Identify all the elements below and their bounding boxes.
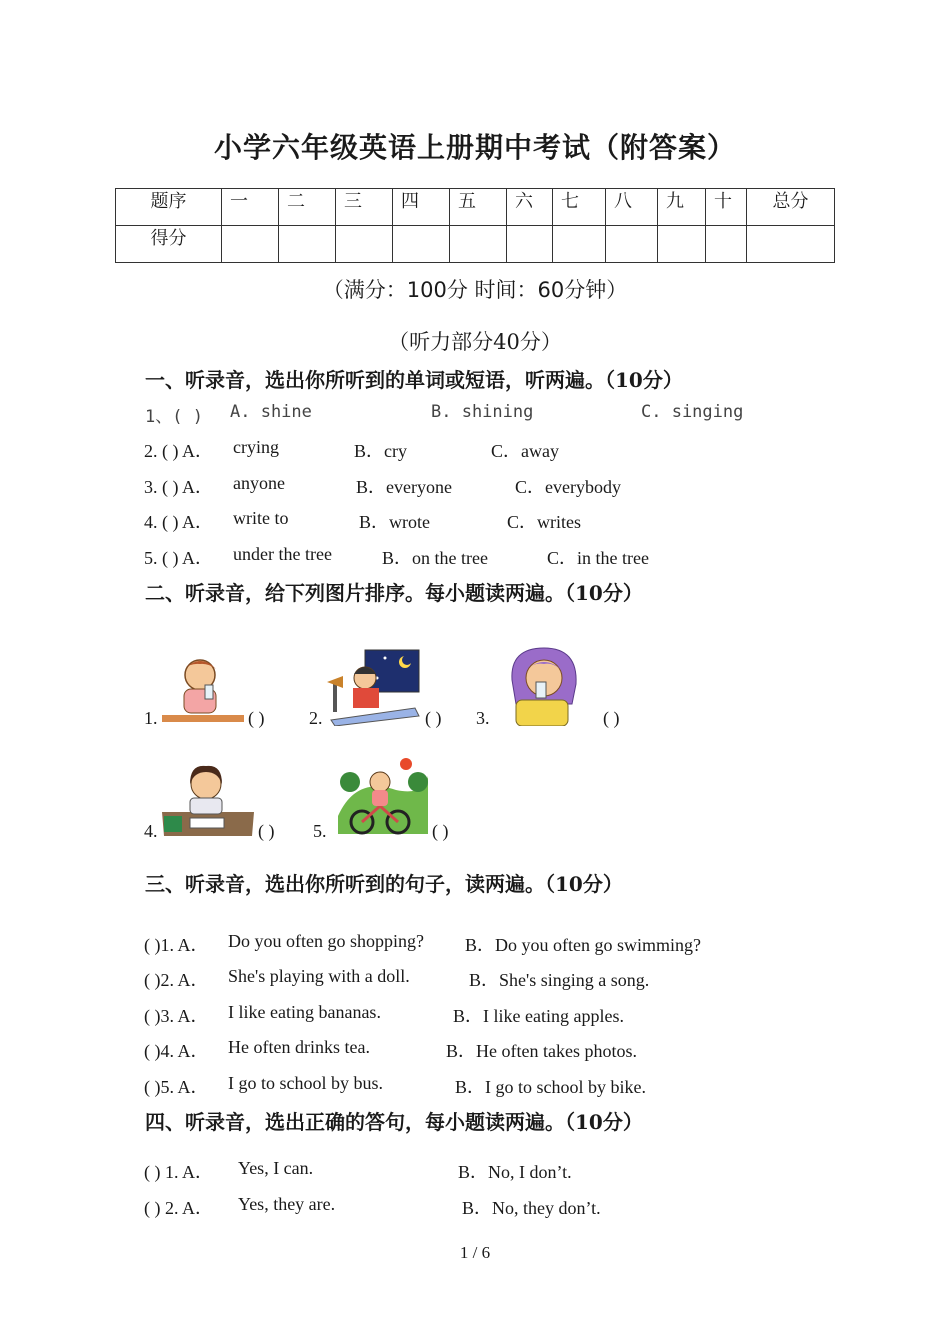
score-cell-6[interactable] — [507, 226, 553, 263]
s2-bracket-1[interactable]: ( ) — [248, 708, 265, 728]
s1-q3-option-a: anyone — [233, 473, 285, 493]
picture-child-riding-bike-icon — [336, 756, 432, 836]
header-cell-order: 题序 — [116, 189, 222, 226]
s3-q4-prefix: ( )4. A． — [144, 1041, 209, 1061]
header-cell-5: 五 — [450, 189, 507, 226]
s3-q5-option-a: I go to school by bus. — [228, 1073, 383, 1093]
s1-q2-option-a: crying — [233, 437, 279, 457]
score-cell-10[interactable] — [706, 226, 747, 263]
score-time-subtitle: （满分：100分 时间：60分钟） — [322, 278, 628, 302]
header-cell-10: 十 — [706, 189, 747, 226]
s1-q3-prefix: 3. ( ) A． — [144, 477, 213, 497]
s2-label-4: 4. — [144, 821, 158, 841]
s2-label-1: 1. — [144, 708, 158, 728]
s1-q2-prefix: 2. ( ) A． — [144, 441, 213, 461]
score-row-label: 得分 — [116, 226, 222, 263]
s4-q1-option-b: B．No, I don’t. — [458, 1162, 572, 1182]
s1-q4-option-a: write to — [233, 508, 289, 528]
s1-q2-option-b: B．cry — [354, 441, 407, 461]
section4-title: 四、听录音，选出正确的答句，每小题读两遍。（10分） — [145, 1110, 643, 1134]
s3-q1-prefix: ( )1. A． — [144, 935, 209, 955]
score-cell-8[interactable] — [606, 226, 658, 263]
listening-part-label: （听力部分40分） — [388, 330, 562, 354]
document-title: 小学六年级英语上册期中考试（附答案） — [213, 131, 736, 164]
s3-q2-prefix: ( )2. A． — [144, 970, 209, 990]
s4-q2-option-a: Yes, they are. — [238, 1194, 336, 1214]
s3-q1-option-b: B．Do you often go swimming? — [465, 935, 701, 955]
picture-woman-writing-icon — [160, 762, 256, 838]
header-cell-3: 三 — [336, 189, 393, 226]
s3-q3-prefix: ( )3. A． — [144, 1006, 209, 1026]
picture-girl-purple-hair-icon — [502, 644, 584, 726]
s1-q3-option-b: B．everyone — [356, 477, 452, 497]
s4-q1-option-a: Yes, I can. — [238, 1158, 314, 1178]
header-cell-7: 七 — [553, 189, 606, 226]
s1-q2-option-c: C．away — [491, 441, 559, 461]
s3-q3-option-a: I like eating bananas. — [228, 1002, 381, 1022]
s1-q1-option-b: B. shining — [431, 402, 534, 422]
header-cell-8: 八 — [606, 189, 658, 226]
s1-q5-option-b: B．on the tree — [382, 548, 488, 568]
section2-title: 二、听录音，给下列图片排序。每小题读两遍。（10分） — [145, 581, 643, 605]
s1-q4-option-c: C．writes — [507, 512, 581, 532]
s4-q2-prefix: ( ) 2. A． — [144, 1198, 213, 1218]
s1-q5-prefix: 5. ( ) A． — [144, 548, 213, 568]
score-table — [115, 188, 835, 263]
picture-girl-drinking-icon — [160, 655, 246, 725]
picture-boy-reading-night-icon — [325, 648, 421, 726]
s3-q1-option-a: Do you often go shopping? — [228, 931, 424, 951]
section1-title: 一、听录音，选出你所听到的单词或短语，听两遍。（10分） — [145, 368, 683, 392]
score-cell-2[interactable] — [279, 226, 336, 263]
score-cell-7[interactable] — [553, 226, 606, 263]
s1-q1-prefix: 1、( ) — [145, 407, 203, 427]
s3-q2-option-b: B．She's singing a song. — [469, 970, 650, 990]
s1-q1-option-c: C. singing — [641, 402, 744, 422]
s1-q5-option-c: C．in the tree — [547, 548, 649, 568]
s1-q4-prefix: 4. ( ) A． — [144, 512, 213, 532]
score-table-score-row — [116, 226, 835, 263]
s4-q1-prefix: ( ) 1. A． — [144, 1162, 213, 1182]
header-cell-4: 四 — [393, 189, 450, 226]
s1-q1-option-a: A. shine — [230, 402, 312, 422]
header-cell-total: 总分 — [747, 189, 835, 226]
s2-bracket-2[interactable]: ( ) — [425, 708, 442, 728]
score-cell-9[interactable] — [658, 226, 706, 263]
s2-bracket-4[interactable]: ( ) — [258, 821, 275, 841]
s1-q3-option-c: C．everybody — [515, 477, 621, 497]
score-table-header-row — [116, 189, 835, 226]
s3-q2-option-a: She's playing with a doll. — [228, 966, 410, 986]
score-cell-3[interactable] — [336, 226, 393, 263]
s1-q4-option-b: B．wrote — [359, 512, 430, 532]
s1-q5-option-a: under the tree — [233, 544, 332, 564]
header-cell-9: 九 — [658, 189, 706, 226]
score-cell-1[interactable] — [222, 226, 279, 263]
s3-q3-option-b: B．I like eating apples. — [453, 1006, 624, 1026]
section3-title: 三、听录音，选出你所听到的句子，读两遍。（10分） — [145, 872, 623, 896]
s3-q4-option-b: B．He often takes photos. — [446, 1041, 637, 1061]
s4-q2-option-b: B．No, they don’t. — [462, 1198, 601, 1218]
header-cell-2: 二 — [279, 189, 336, 226]
header-cell-1: 一 — [222, 189, 279, 226]
s2-bracket-3[interactable]: ( ) — [603, 708, 620, 728]
score-cell-4[interactable] — [393, 226, 450, 263]
s3-q4-option-a: He often drinks tea. — [228, 1037, 370, 1057]
s2-label-5: 5. — [313, 821, 327, 841]
s2-bracket-5[interactable]: ( ) — [432, 821, 449, 841]
s3-q5-option-b: B．I go to school by bike. — [455, 1077, 646, 1097]
s3-q5-prefix: ( )5. A． — [144, 1077, 209, 1097]
page-number: 1 / 6 — [459, 1243, 491, 1262]
score-cell-total[interactable] — [747, 226, 835, 263]
s2-label-3: 3. — [476, 708, 490, 728]
score-cell-5[interactable] — [450, 226, 507, 263]
header-cell-6: 六 — [507, 189, 553, 226]
s2-label-2: 2. — [309, 708, 323, 728]
